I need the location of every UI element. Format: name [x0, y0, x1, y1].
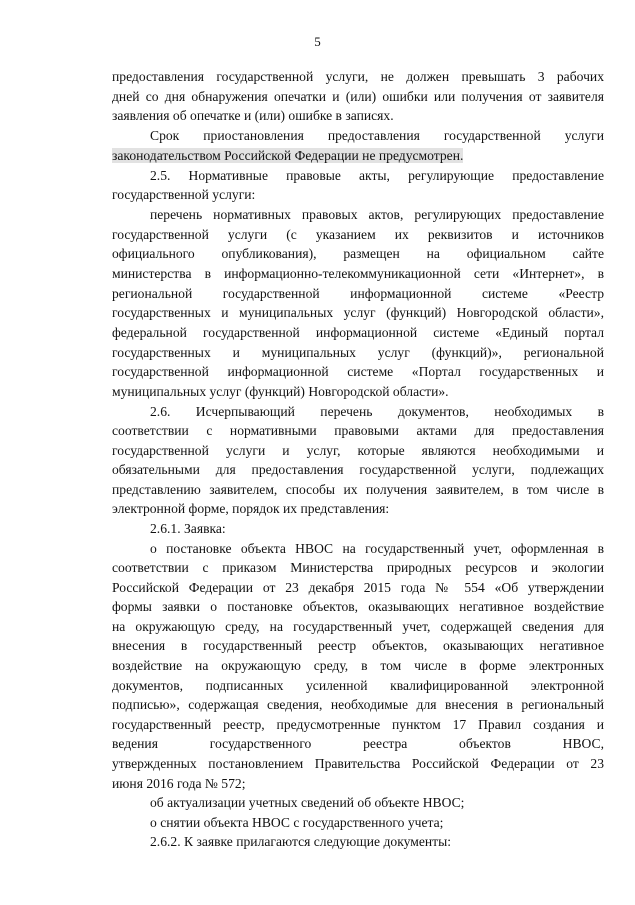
text-line: [112, 618, 604, 635]
text-line: [112, 657, 604, 674]
text-line-content: государственных и муниципальных услуг (функций) Новгородской области»,: [112, 305, 604, 320]
text-line: [150, 814, 604, 831]
text-line-content: государственной услуги и услуг, которые являются необходимыми и: [112, 443, 604, 458]
text-line-content: 2.6.1. Заявка:: [150, 521, 226, 536]
text-line-content: государственной услуги (с указанием их реквизитов и источников: [112, 227, 604, 242]
text-line-content: муниципальных услуг (функций) Новгородской области».: [112, 384, 449, 399]
text-line-content: официального опубликования), размещен на официальном сайте: [112, 246, 604, 261]
text-line: [150, 127, 604, 144]
text-line-content: об актуализации учетных сведений об объекте НВОС;: [150, 795, 465, 810]
text-line: [112, 637, 604, 654]
text-line-content: государственной информационной системе «Портал государственных и: [112, 364, 604, 379]
text-line-content: на окружающую среду, на государственный учет, содержащей сведения для: [112, 619, 604, 634]
text-line-content: заявления об опечатке и (или) ошибке в записях.: [112, 108, 394, 123]
text-line-content: июня 2016 года № 572;: [112, 776, 246, 791]
text-line-content: подписью», содержащая сведения, необходимые для внесения в региональный: [112, 697, 604, 712]
text-line: [112, 500, 604, 517]
text-line-content: документов, подписанных усиленной квалифицированной электронной: [112, 678, 604, 693]
text-line-content: воздействие на окружающую среду, в том числе в форме электронных: [112, 658, 604, 673]
text-line-content: соответствии с нормативными правовыми актами для предоставления: [112, 423, 604, 438]
text-line: [150, 794, 604, 811]
text-line-content: перечень нормативных правовых актов, регулирующих предоставление: [150, 207, 604, 222]
text-line: [150, 206, 604, 223]
text-line-content: 2.6. Исчерпывающий перечень документов, необходимых в: [150, 404, 604, 419]
text-line-content: государственных и муниципальных услуг (функций)», региональной: [112, 345, 604, 360]
text-line-content: о постановке объекта НВОС на государственный учет, оформленная в: [150, 541, 604, 556]
text-line: [112, 68, 604, 85]
text-line-content: предоставления государственной услуги, не должен превышать 3 рабочих: [112, 69, 604, 84]
text-line: [112, 285, 604, 302]
text-line-content: Российской Федерации от 23 декабря 2015 года № 554 «Об утверждении: [112, 580, 604, 595]
text-line-content: министерства в информационно-телекоммуникационной сети «Интернет», в: [112, 266, 604, 281]
text-line-content: электронной форме, порядок их представления:: [112, 501, 390, 516]
text-line-content: федеральной государственной информационной системе «Единый портал: [112, 325, 604, 340]
text-line-content: государственный реестр, предусмотренные пунктом 17 Правил создания и: [112, 717, 604, 732]
text-line: [112, 579, 604, 596]
text-line: [112, 598, 604, 615]
text-line-content: о снятии объекта НВОС с государственного учета;: [150, 815, 444, 830]
text-line: [112, 107, 604, 124]
text-line-content: 2.6.2. К заявке прилагаются следующие документы:: [150, 834, 451, 849]
text-line: [112, 363, 604, 380]
text-line: [112, 304, 604, 321]
text-line: [150, 520, 604, 537]
text-line: [112, 324, 604, 341]
text-line: [112, 775, 604, 792]
text-line: [112, 442, 604, 459]
text-line: [112, 344, 604, 361]
text-line: [150, 833, 604, 850]
text-line: [112, 559, 604, 576]
text-line: [112, 481, 604, 498]
text-line-content: дней со дня обнаружения опечатки и (или) ошибки или получения от заявителя: [112, 89, 604, 104]
text-line: [112, 696, 604, 713]
page-number: 5: [314, 34, 321, 49]
text-line-content: соответствии с приказом Министерства природных ресурсов и экологии: [112, 560, 604, 575]
text-line-content: утвержденных постановлением Правительства Российской Федерации от 23: [112, 756, 604, 771]
text-line-content: обязательными для предоставления государственной услуги, подлежащих: [112, 462, 604, 477]
text-line-content: представлению заявителем, способы их получения заявителем, в том числе в: [112, 482, 604, 497]
text-line: [112, 245, 604, 262]
text-line-content: формы заявки о постановке объектов, оказывающих негативное воздействие: [112, 599, 604, 614]
text-line: [112, 147, 604, 164]
text-line: [112, 422, 604, 439]
text-line-content: государственной услуги:: [112, 187, 256, 202]
text-line: [112, 716, 604, 733]
text-line-content: ведения государственного реестра объектов НВОС,: [112, 736, 604, 751]
text-line: [112, 461, 604, 478]
text-line: [112, 265, 604, 282]
text-line: [112, 186, 604, 203]
text-line-content: региональной государственной информационной системе «Реестр: [112, 286, 604, 301]
text-line-content: 2.5. Нормативные правовые акты, регулирующие предоставление: [150, 168, 604, 183]
text-line: [112, 226, 604, 243]
text-line-content: внесения в государственный реестр объектов, оказывающих негативное: [112, 638, 604, 653]
text-line: [112, 677, 604, 694]
text-line-content: Срок приостановления предоставления государственной услуги: [150, 128, 604, 143]
text-line: [112, 735, 604, 752]
text-line: [112, 383, 604, 400]
text-line: [112, 755, 604, 772]
text-line: [112, 88, 604, 105]
text-line-content: законодательством Российской Федерации не предусмотрен.: [112, 148, 464, 163]
text-line: [150, 540, 604, 557]
text-line: [150, 403, 604, 420]
text-line: [150, 167, 604, 184]
